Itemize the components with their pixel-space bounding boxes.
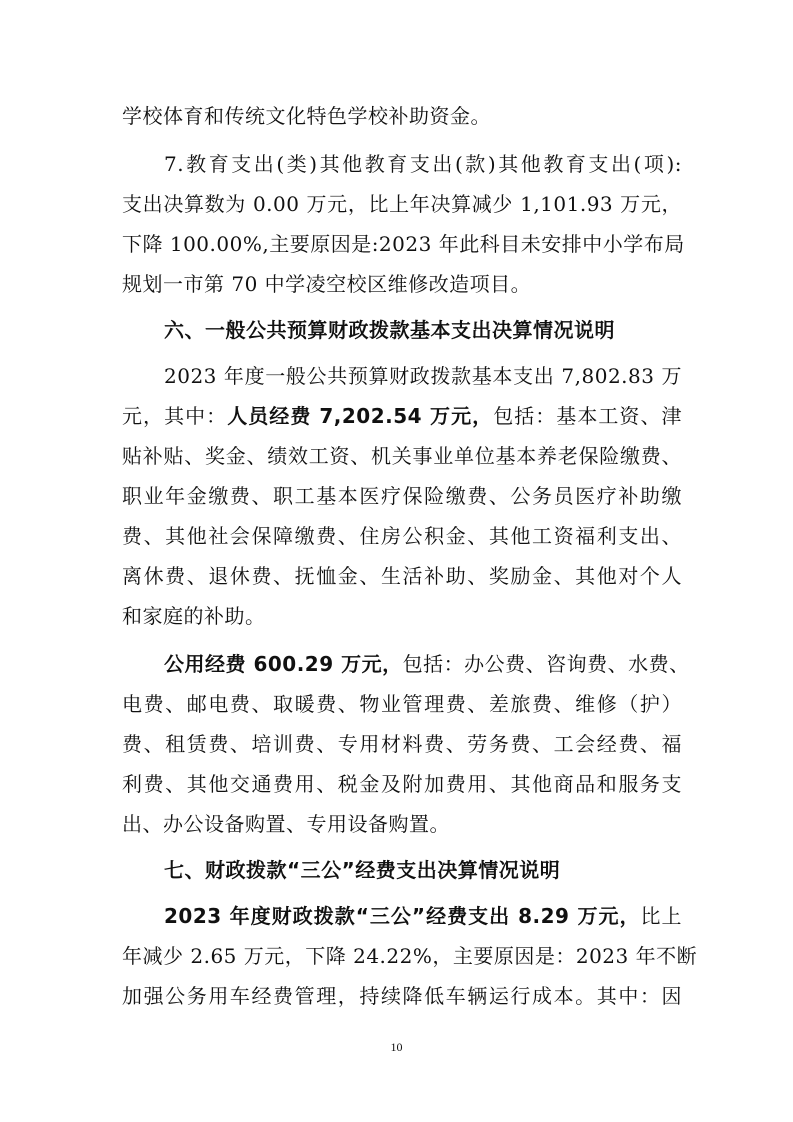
- body-line: 贴补贴、奖金、绩效工资、机关事业单位基本养老保险缴费、: [122, 444, 682, 468]
- body-line: [122, 396, 682, 436]
- body-line: 规划一市第 70 中学凌空校区维修改造项目。: [122, 272, 532, 296]
- body-line: 费、租赁费、培训费、专用材料费、劳务费、工会经费、福: [122, 732, 682, 756]
- body-line: 电费、邮电费、取暖费、物业管理费、差旅费、维修（护）: [122, 692, 682, 716]
- body-line: 费、其他社会保障缴费、住房公积金、其他工资福利支出、: [122, 524, 682, 548]
- body-line: 下降 100.00%,主要原因是:2023 年此科目未安排中小学布局: [122, 232, 685, 256]
- body-line: 和家庭的补助。: [122, 604, 266, 628]
- text-segment: 元，其中：: [122, 404, 228, 428]
- body-line: 加强公务用车经费管理，持续降低车辆运行成本。其中：因: [122, 984, 682, 1008]
- body-line: 出、办公设备购置、专用设备购置。: [122, 812, 450, 836]
- page-number: 10: [390, 1040, 403, 1054]
- section-heading: 七、财政拨款“三公”经费支出决算情况说明: [164, 858, 561, 882]
- bold-text-segment: 人员经费 7,202.54 万元，: [227, 404, 494, 428]
- text-segment: 包括：办公费、咨询费、水费、: [402, 652, 690, 676]
- body-line: [164, 896, 682, 936]
- body-line: 离休费、退休费、抚恤金、生活补助、奖励金、其他对个人: [122, 564, 682, 588]
- text-segment: 比上: [640, 904, 683, 928]
- section-heading: 六、一般公共预算财政拨款基本支出决算情况说明: [164, 318, 615, 342]
- text-segment: 包括：基本工资、津: [493, 404, 683, 428]
- bold-text-segment: 2023 年度财政拨款“三公”经费支出 8.29 万元，: [164, 904, 641, 928]
- body-line: 学校体育和传统文化特色学校补助资金。: [122, 104, 491, 128]
- body-line: 支出决算数为 0.00 万元，比上年决算减少 1,101.93 万元，: [122, 192, 682, 216]
- body-line: [164, 644, 690, 684]
- body-line: 2023 年度一般公共预算财政拨款基本支出 7,802.83 万: [164, 364, 682, 388]
- body-line: 年减少 2.65 万元，下降 24.22%，主要原因是：2023 年不断: [122, 944, 698, 968]
- body-line: 利费、其他交通费用、税金及附加费用、其他商品和服务支: [122, 772, 682, 796]
- body-line: 7.教育支出(类)其他教育支出(款)其他教育支出(项):: [164, 152, 682, 176]
- bold-text-segment: 公用经费 600.29 万元，: [164, 652, 403, 676]
- body-line: 职业年金缴费、职工基本医疗保险缴费、公务员医疗补助缴: [122, 484, 682, 508]
